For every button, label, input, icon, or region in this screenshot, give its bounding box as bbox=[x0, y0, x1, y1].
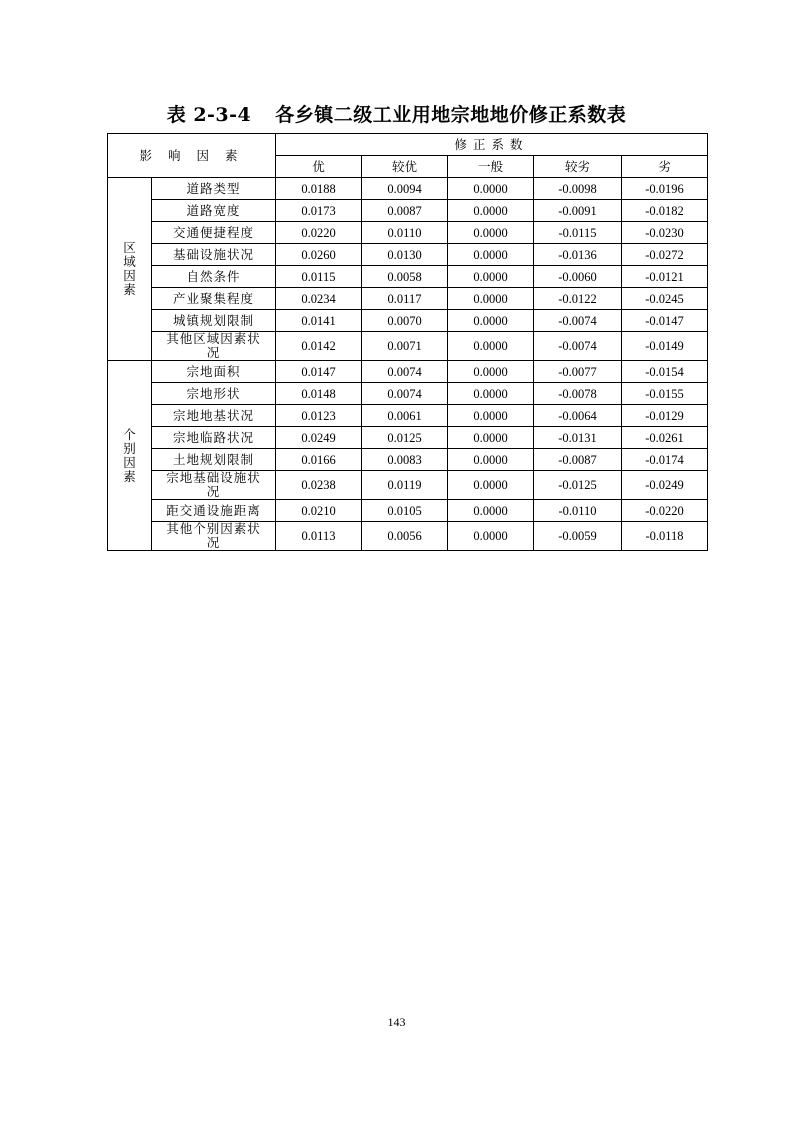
table-row bbox=[108, 288, 708, 310]
coef-value: 0.0113 bbox=[276, 522, 362, 551]
group-label-char: 别 bbox=[123, 440, 136, 456]
coef-value: 0.0000 bbox=[448, 266, 534, 288]
coef-value: -0.0064 bbox=[534, 405, 622, 427]
table-row bbox=[108, 310, 708, 332]
factor-name-line: 况 bbox=[206, 345, 221, 360]
coef-value: 0.0220 bbox=[276, 222, 362, 244]
coef-value: -0.0125 bbox=[534, 471, 622, 500]
group-label-char: 域 bbox=[123, 254, 136, 269]
coef-value: -0.0087 bbox=[534, 449, 622, 471]
coef-value: 0.0117 bbox=[362, 288, 448, 310]
coef-value: -0.0122 bbox=[534, 288, 622, 310]
factor-name: 土地规划限制 bbox=[152, 449, 276, 471]
coef-value: -0.0230 bbox=[622, 222, 708, 244]
table-row bbox=[108, 522, 708, 551]
table-row bbox=[108, 244, 708, 266]
level-header: 一般 bbox=[448, 156, 534, 178]
coef-value: -0.0110 bbox=[534, 500, 622, 522]
coef-value: 0.0000 bbox=[448, 332, 534, 361]
coef-value: 0.0142 bbox=[276, 332, 362, 361]
level-header: 较优 bbox=[362, 156, 448, 178]
factor-header: 影 响 因 素 bbox=[108, 134, 276, 178]
factor-name bbox=[152, 471, 276, 500]
coef-value: 0.0056 bbox=[362, 522, 448, 551]
coefficient-table bbox=[107, 133, 708, 551]
table-row bbox=[108, 383, 708, 405]
coef-value: 0.0058 bbox=[362, 266, 448, 288]
coef-value: 0.0119 bbox=[362, 471, 448, 500]
factor-name bbox=[152, 522, 276, 551]
factor-name: 宗地形状 bbox=[152, 383, 276, 405]
coef-value: 0.0000 bbox=[448, 244, 534, 266]
factor-name: 道路类型 bbox=[152, 178, 276, 200]
coef-value: -0.0129 bbox=[622, 405, 708, 427]
coef-value: -0.0078 bbox=[534, 383, 622, 405]
coef-value: 0.0166 bbox=[276, 449, 362, 471]
coef-value: -0.0220 bbox=[622, 500, 708, 522]
table-row bbox=[108, 200, 708, 222]
level-header: 优 bbox=[276, 156, 362, 178]
group-label-char: 素 bbox=[123, 468, 136, 484]
group-label bbox=[108, 361, 152, 551]
coef-value: 0.0000 bbox=[448, 449, 534, 471]
coef-value: 0.0125 bbox=[362, 427, 448, 449]
factor-name-line: 宗地基础设施状 bbox=[166, 470, 261, 485]
factor-name: 宗地面积 bbox=[152, 361, 276, 383]
coef-value: 0.0000 bbox=[448, 310, 534, 332]
coef-value: 0.0071 bbox=[362, 332, 448, 361]
factor-name: 道路宽度 bbox=[152, 200, 276, 222]
coef-value: -0.0147 bbox=[622, 310, 708, 332]
factor-name: 交通便捷程度 bbox=[152, 222, 276, 244]
coef-value: 0.0000 bbox=[448, 222, 534, 244]
coef-value: 0.0070 bbox=[362, 310, 448, 332]
coef-value: 0.0000 bbox=[448, 383, 534, 405]
coef-value: 0.0148 bbox=[276, 383, 362, 405]
coef-value: 0.0210 bbox=[276, 500, 362, 522]
factor-name: 宗地地基状况 bbox=[152, 405, 276, 427]
factor-name: 产业聚集程度 bbox=[152, 288, 276, 310]
coef-value: -0.0131 bbox=[534, 427, 622, 449]
table-title bbox=[0, 100, 793, 127]
coef-value: 0.0115 bbox=[276, 266, 362, 288]
coef-value: -0.0196 bbox=[622, 178, 708, 200]
coef-value: 0.0074 bbox=[362, 361, 448, 383]
coef-value: -0.0174 bbox=[622, 449, 708, 471]
coef-value: 0.0000 bbox=[448, 427, 534, 449]
coef-value: 0.0074 bbox=[362, 383, 448, 405]
level-header: 劣 bbox=[622, 156, 708, 178]
group-label-char: 区 bbox=[123, 240, 136, 255]
coef-value: 0.0000 bbox=[448, 500, 534, 522]
coef-value: -0.0098 bbox=[534, 178, 622, 200]
coef-value: -0.0074 bbox=[534, 310, 622, 332]
coef-value: -0.0155 bbox=[622, 383, 708, 405]
coef-value: -0.0060 bbox=[534, 266, 622, 288]
factor-name: 自然条件 bbox=[152, 266, 276, 288]
level-header: 较劣 bbox=[534, 156, 622, 178]
coef-value: -0.0245 bbox=[622, 288, 708, 310]
table-title-text: 各乡镇二级工业用地宗地地价修正系数表 bbox=[275, 104, 627, 126]
coef-value: 0.0238 bbox=[276, 471, 362, 500]
group-label-char: 个 bbox=[123, 426, 136, 442]
coef-value: -0.0059 bbox=[534, 522, 622, 551]
coef-value: 0.0234 bbox=[276, 288, 362, 310]
coef-value: -0.0182 bbox=[622, 200, 708, 222]
coef-value: -0.0154 bbox=[622, 361, 708, 383]
coef-value: -0.0121 bbox=[622, 266, 708, 288]
coef-value: 0.0094 bbox=[362, 178, 448, 200]
coef-value: 0.0123 bbox=[276, 405, 362, 427]
coef-value: 0.0249 bbox=[276, 427, 362, 449]
header-row-1 bbox=[108, 134, 708, 156]
coef-value: -0.0249 bbox=[622, 471, 708, 500]
coef-value: -0.0074 bbox=[534, 332, 622, 361]
coef-value: -0.0149 bbox=[622, 332, 708, 361]
coef-value: 0.0061 bbox=[362, 405, 448, 427]
coef-value: -0.0118 bbox=[622, 522, 708, 551]
table-row bbox=[108, 266, 708, 288]
coef-header: 修正系数 bbox=[276, 134, 708, 156]
coef-value: -0.0115 bbox=[534, 222, 622, 244]
coef-value: 0.0000 bbox=[448, 471, 534, 500]
factor-name-line: 况 bbox=[206, 484, 221, 499]
factor-name: 宗地临路状况 bbox=[152, 427, 276, 449]
factor-name: 城镇规划限制 bbox=[152, 310, 276, 332]
table-row bbox=[108, 222, 708, 244]
coef-value: 0.0083 bbox=[362, 449, 448, 471]
table-row bbox=[108, 449, 708, 471]
group-label-char: 因 bbox=[123, 268, 136, 283]
table-row bbox=[108, 471, 708, 500]
coef-value: -0.0261 bbox=[622, 427, 708, 449]
coef-value: 0.0000 bbox=[448, 178, 534, 200]
table-row bbox=[108, 361, 708, 383]
coef-value: 0.0130 bbox=[362, 244, 448, 266]
table-row bbox=[108, 405, 708, 427]
coef-value: 0.0000 bbox=[448, 522, 534, 551]
coef-value: 0.0000 bbox=[448, 200, 534, 222]
coef-value: 0.0000 bbox=[448, 361, 534, 383]
table-row bbox=[108, 427, 708, 449]
group-label bbox=[108, 178, 152, 361]
page-number: 143 bbox=[387, 1015, 406, 1029]
factor-name-line: 其他个别因素状 bbox=[166, 521, 261, 536]
coef-value: 0.0141 bbox=[276, 310, 362, 332]
coef-value: -0.0136 bbox=[534, 244, 622, 266]
table-row bbox=[108, 178, 708, 200]
table-row bbox=[108, 332, 708, 361]
table-number: 表 2-3-4 bbox=[166, 104, 252, 126]
factor-name-line: 况 bbox=[206, 535, 221, 550]
factor-name-line: 其他区域因素状 bbox=[166, 331, 261, 346]
coef-value: 0.0173 bbox=[276, 200, 362, 222]
coef-value: 0.0105 bbox=[362, 500, 448, 522]
factor-name: 距交通设施距离 bbox=[152, 500, 276, 522]
coef-value: -0.0272 bbox=[622, 244, 708, 266]
coef-value: 0.0087 bbox=[362, 200, 448, 222]
coef-value: -0.0077 bbox=[534, 361, 622, 383]
coef-value: 0.0260 bbox=[276, 244, 362, 266]
group-label-char: 因 bbox=[123, 454, 136, 470]
group-label-char: 素 bbox=[123, 282, 136, 297]
coef-value: 0.0188 bbox=[276, 178, 362, 200]
coef-value: 0.0000 bbox=[448, 405, 534, 427]
coef-value: -0.0091 bbox=[534, 200, 622, 222]
factor-name bbox=[152, 332, 276, 361]
table-row bbox=[108, 500, 708, 522]
coef-value: 0.0147 bbox=[276, 361, 362, 383]
factor-name: 基础设施状况 bbox=[152, 244, 276, 266]
coef-value: 0.0110 bbox=[362, 222, 448, 244]
coef-value: 0.0000 bbox=[448, 288, 534, 310]
